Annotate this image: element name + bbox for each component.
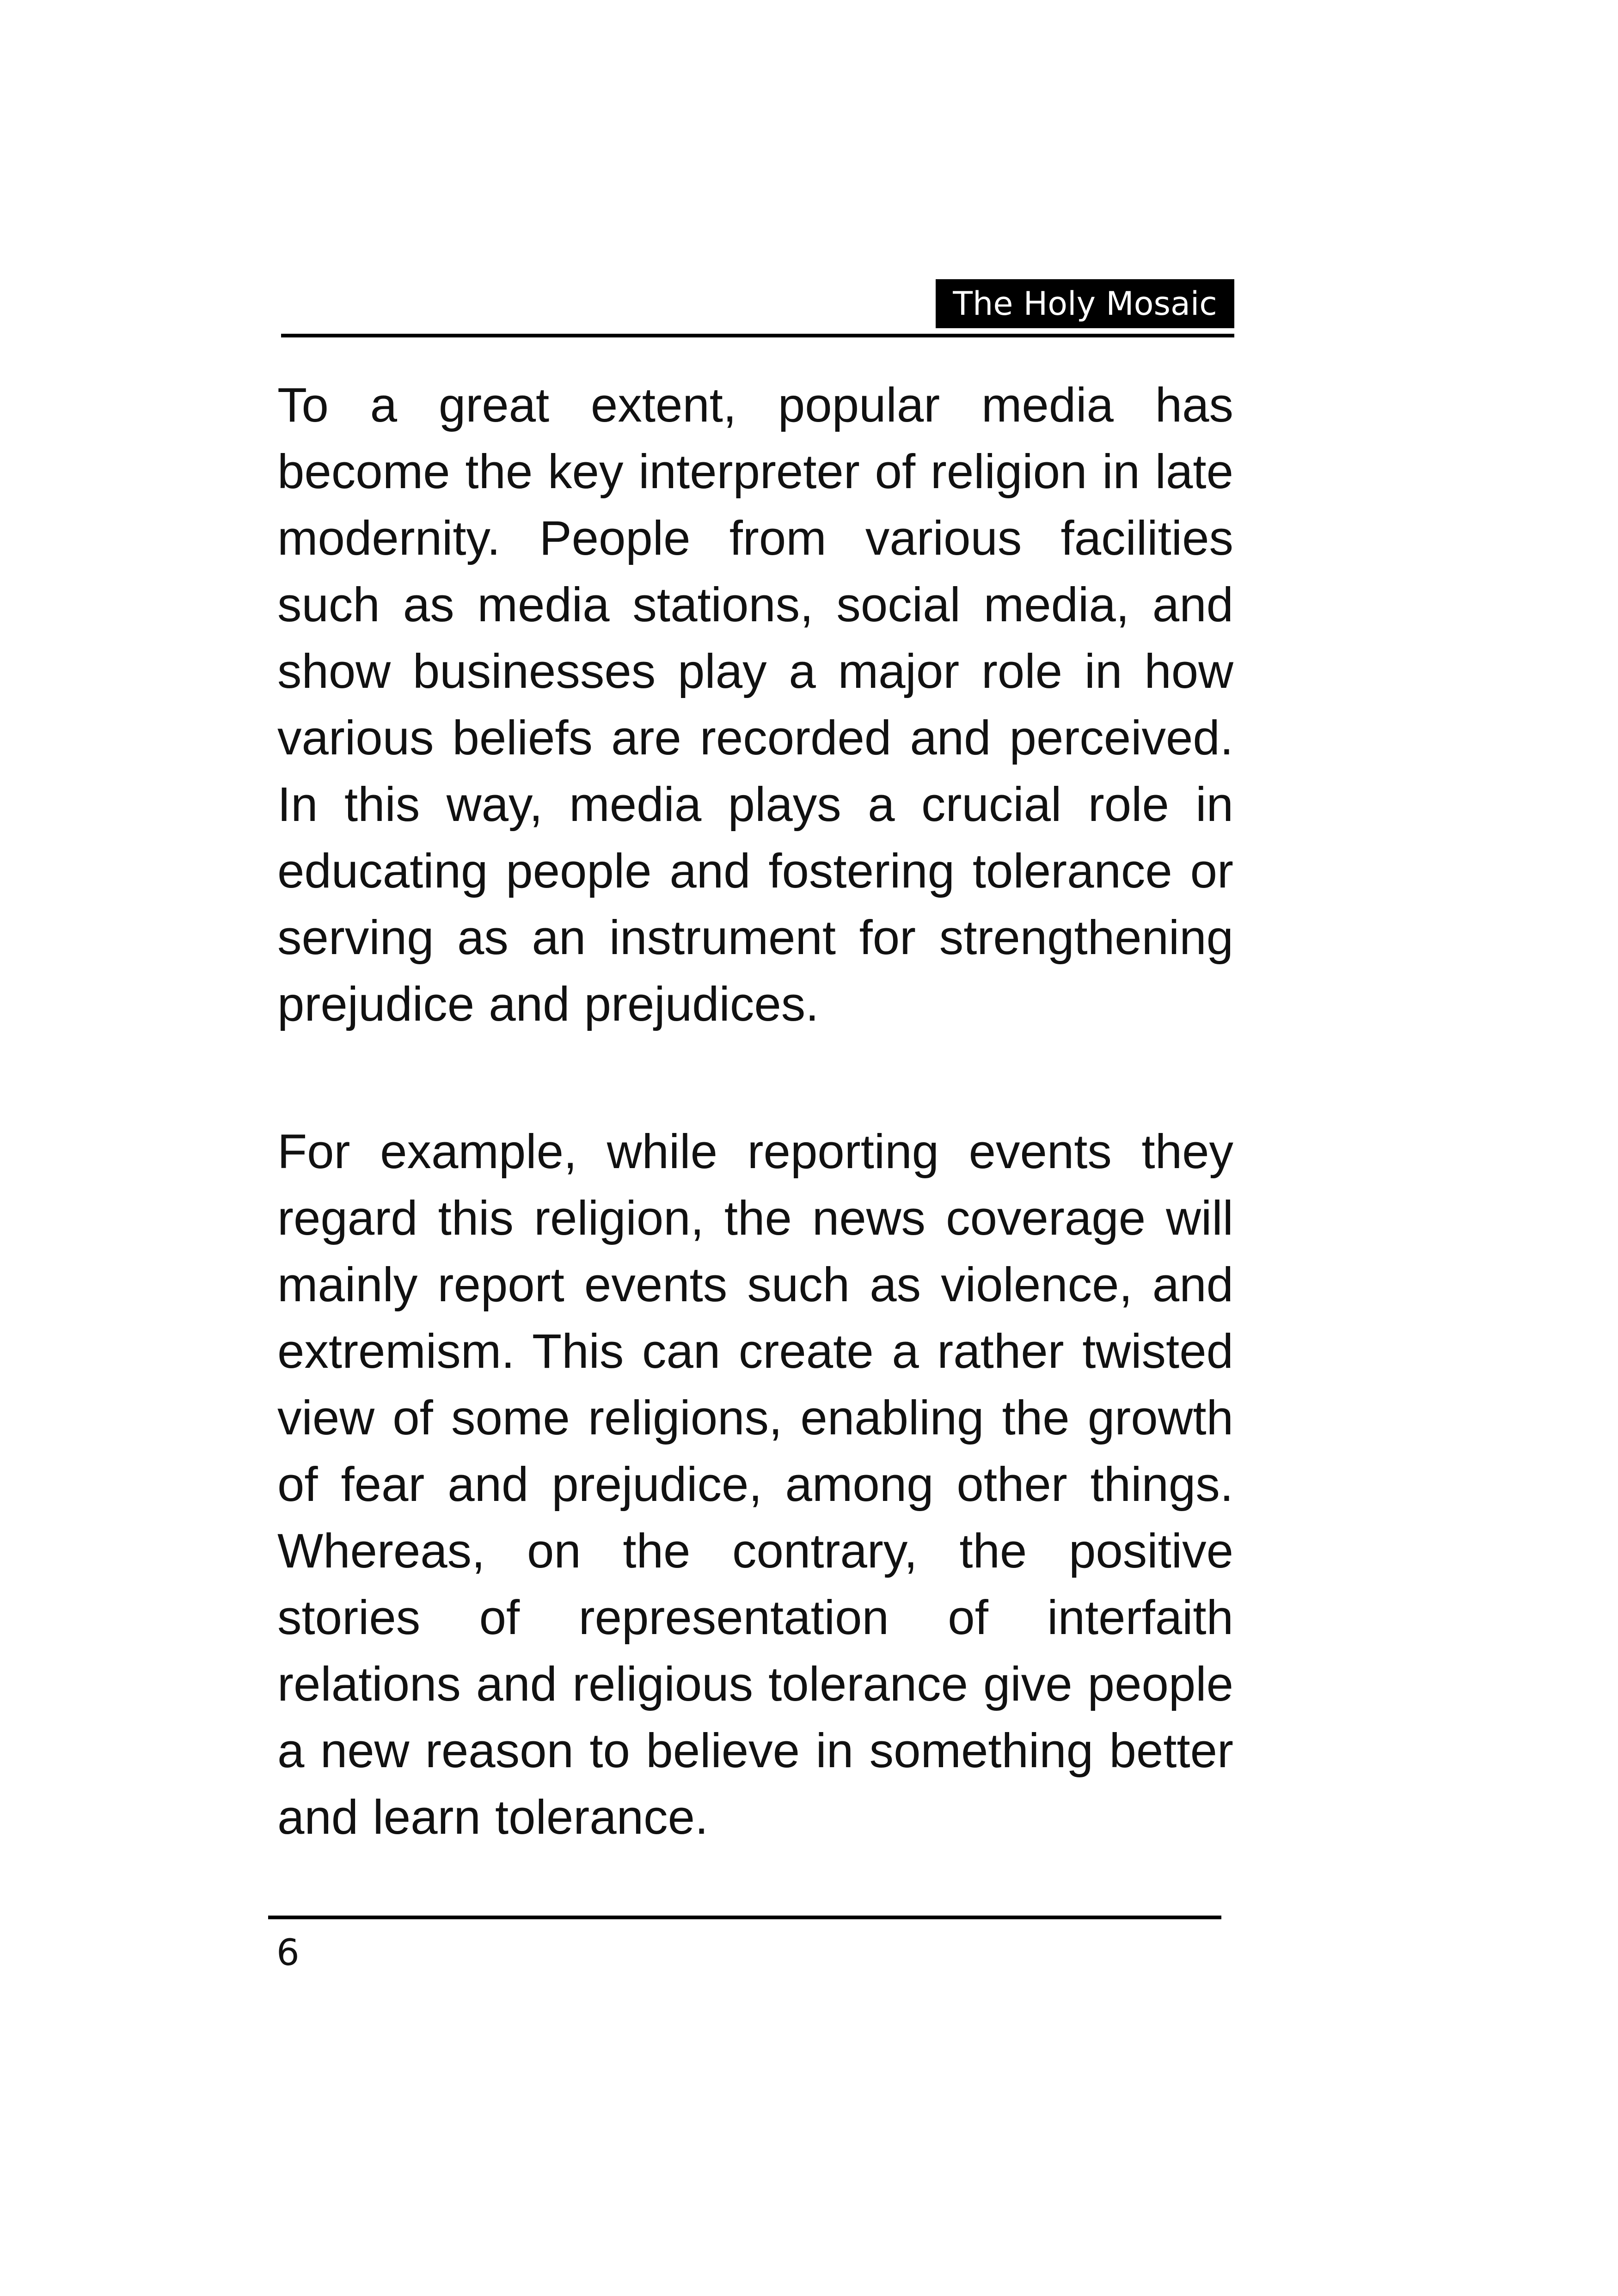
- footer-rule: [268, 1916, 1221, 1919]
- running-header-title: The Holy Mosaic: [936, 279, 1234, 328]
- body-paragraph-1: To a great extent, popular media has become the key interpreter of religion in late modernity. People from various facilities such as media stations, social media, and show businesses play a major role in how various beliefs are recorded and perceived. In this way, media plays a crucial role in educating people and fostering tolerance or serving as an instrument for strengthening prejudice and prejudices.: [277, 378, 1233, 1031]
- header-rule: [281, 334, 1234, 337]
- page-number: 6: [276, 1932, 300, 1974]
- body-paragraph-2: For example, while reporting events they regard this religion, the news coverage will mainly report events such as violence, and extremism. This can create a rather twisted view of some religions, enabling the growth of fear and prejudice, among other things. Whereas, on the contrary, the positive stories of representation of interfaith relations and religious tolerance give people a new reason to believe in something better and learn tolerance.: [277, 1125, 1233, 1844]
